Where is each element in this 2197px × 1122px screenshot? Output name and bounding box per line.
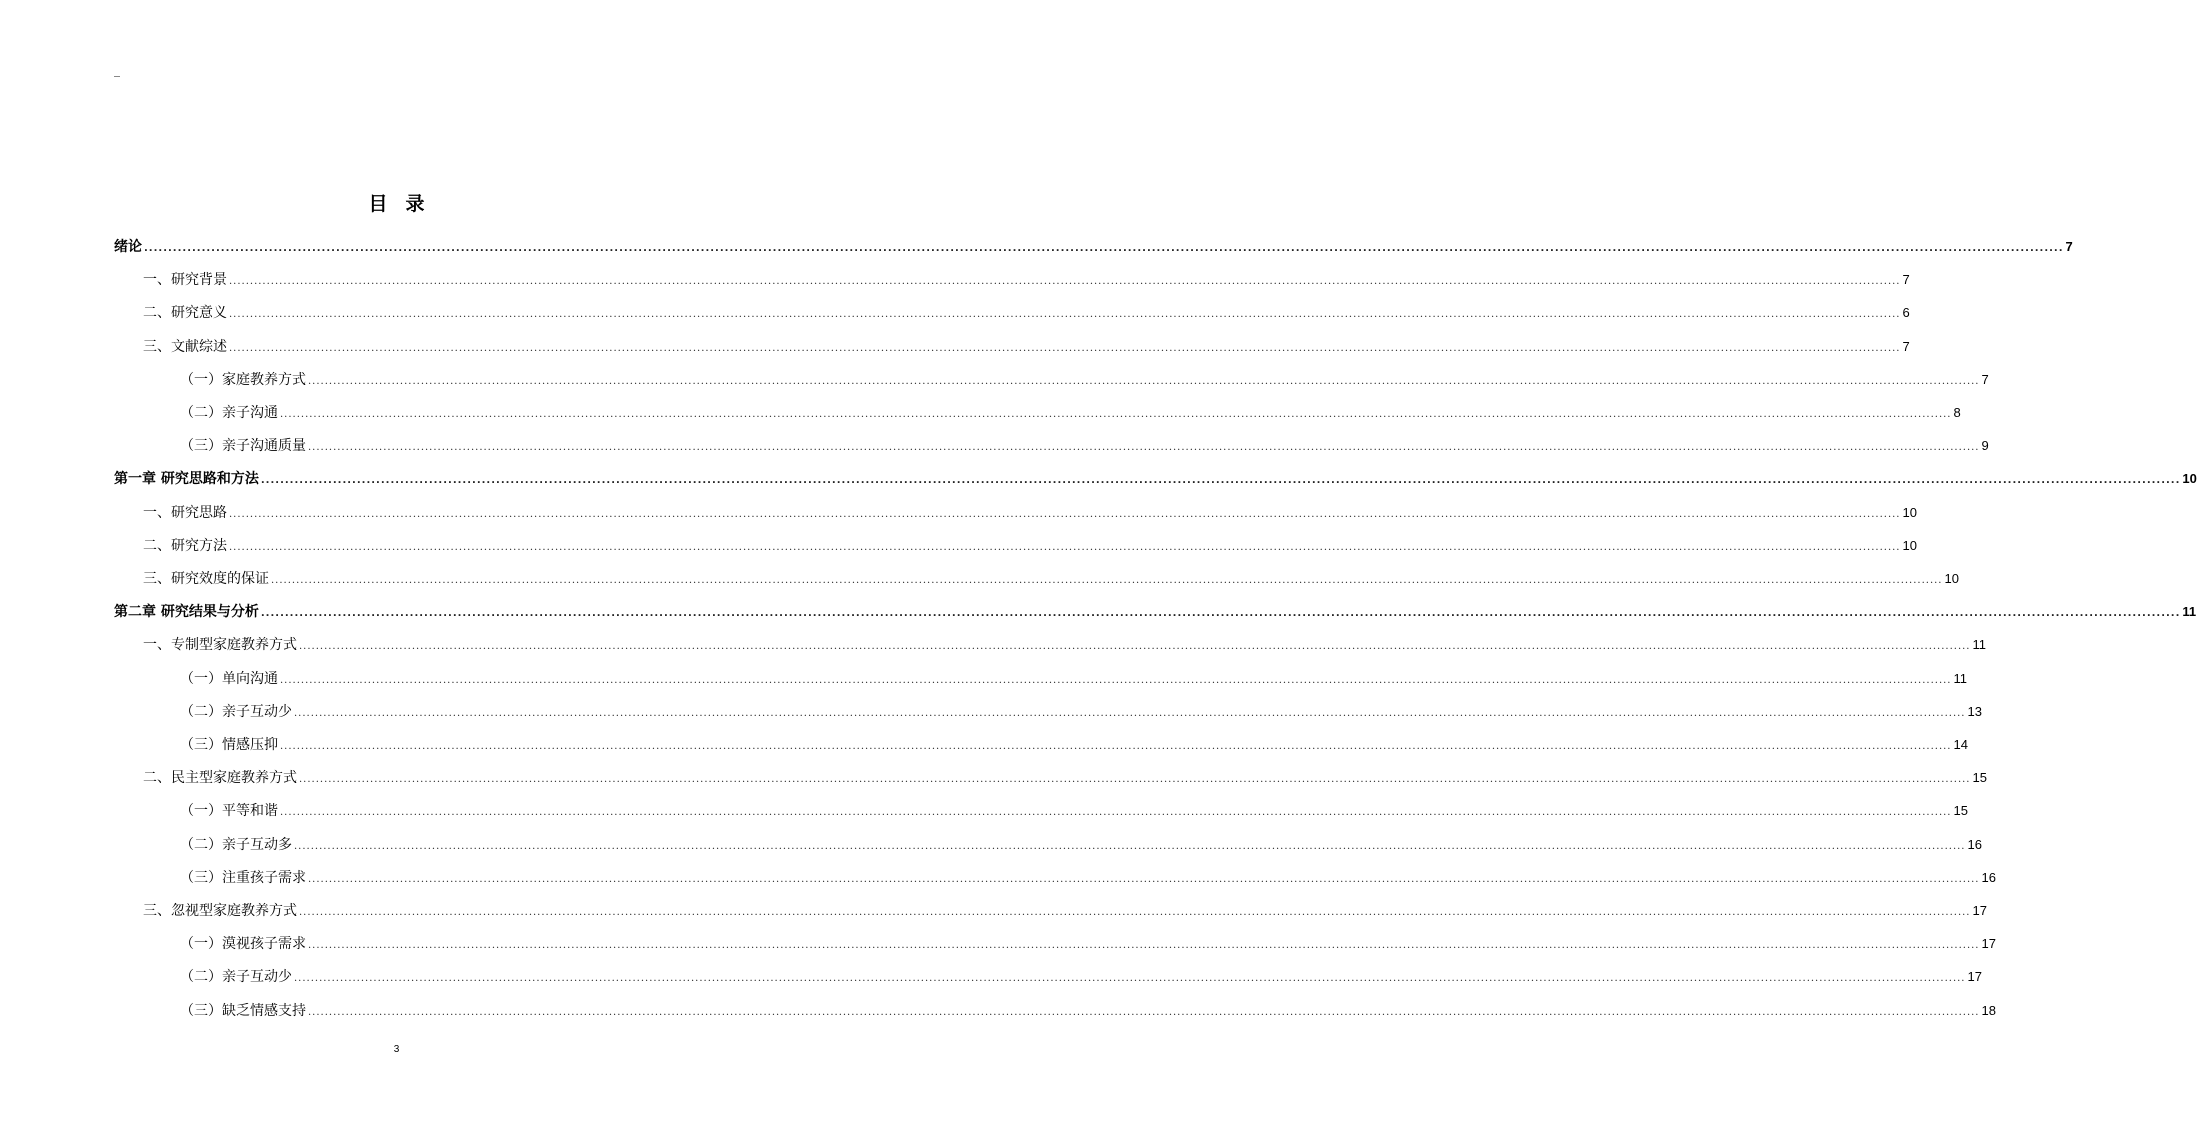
toc-entry-number: 一、 — [143, 272, 171, 289]
toc-dot-leader: ................................................................................................................................................................................................................................................................................................................................................................................................................ — [308, 375, 1980, 387]
toc-section-entry[interactable] — [143, 337, 1910, 357]
toc-entry-page: 16 — [1967, 836, 1982, 852]
toc-section-entry[interactable] — [143, 270, 1910, 290]
toc-entry-number: 二、 — [143, 770, 171, 787]
toc-entry-page: 16 — [1981, 869, 1996, 885]
toc-entry-title: 平等和谐 — [222, 803, 278, 820]
toc-subsection-entry[interactable] — [180, 436, 1989, 456]
toc-entry-title: 第二章 研究结果与分析 — [114, 604, 259, 621]
toc-entry-page: 15 — [1953, 803, 1968, 819]
toc-entry-page: 15 — [1972, 770, 1987, 786]
toc-dot-leader: ................................................................................................................................................................................................................................................................................................................................................................................................................ — [299, 907, 1971, 918]
toc-dot-leader: ................................................................................................................................................................................................................................................................................................................................................................................................................ — [229, 276, 1901, 288]
toc-entry-number: （三） — [180, 869, 222, 886]
toc-entry-title: 研究方法 — [171, 537, 227, 554]
page-number: 3 — [393, 1044, 400, 1055]
toc-entry-page: 17 — [1972, 903, 1987, 918]
toc-subsection-entry[interactable] — [180, 370, 1989, 390]
toc-entry-page: 10 — [1944, 571, 1959, 586]
toc-dot-leader: ................................................................................................................................................................................................................................................................................................................................................................................................................ — [294, 707, 1966, 719]
toc-dot-leader: ................................................................................................................................................................................................................................................................................................................................................................................................................ — [308, 442, 1980, 454]
toc-entry-title: 单向沟通 — [222, 670, 278, 687]
toc-entry-title: 民主型家庭教养方式 — [171, 770, 297, 787]
toc-entry-number: （二） — [180, 836, 222, 853]
toc-entry-title: 研究意义 — [171, 305, 227, 322]
toc-dot-leader: ................................................................................................................................................................................................................................................................................................................................................................................................................ — [280, 741, 1952, 752]
toc-entry-number: （一） — [180, 936, 222, 953]
toc-entry-page: 17 — [1967, 969, 1982, 985]
toc-subsection-entry[interactable] — [180, 403, 1961, 423]
toc-dot-leader: ................................................................................................................................................................................................................................................................................................................................................................................................................ — [260, 608, 2181, 620]
toc-entry-page: 11 — [1953, 670, 1967, 686]
toc-entry-page: 7 — [1981, 371, 1989, 387]
toc-entry-page: 6 — [1902, 305, 1910, 321]
toc-entry-page: 11 — [1972, 637, 1986, 653]
toc-dot-leader: ................................................................................................................................................................................................................................................................................................................................................................................................................ — [144, 243, 2064, 254]
toc-subsection-entry[interactable] — [180, 702, 1982, 722]
toc-subsection-entry[interactable] — [180, 735, 1968, 755]
toc-entry-title: 亲子互动少 — [222, 969, 292, 986]
toc-entry-number: 二、 — [143, 537, 171, 554]
toc-subsection-entry[interactable] — [180, 934, 1996, 954]
toc-entry-title: 漠视孩子需求 — [222, 936, 306, 953]
toc-entry-number: （二） — [180, 703, 222, 720]
toc-section-entry[interactable] — [143, 303, 1910, 323]
toc-dot-leader: ................................................................................................................................................................................................................................................................................................................................................................................................................ — [229, 508, 1901, 520]
toc-entry-number: 三、 — [143, 571, 171, 587]
toc-entry-title: 家庭教养方式 — [222, 371, 306, 388]
toc-entry-number: （三） — [180, 1002, 222, 1019]
toc-entry-title: 文献综述 — [171, 338, 227, 355]
toc-entry-title: 第一章 研究思路和方法 — [114, 471, 259, 488]
toc-subsection-entry[interactable] — [180, 835, 1982, 855]
toc-title-part2: 录 — [405, 193, 425, 215]
toc-entry-page: 11 — [2182, 604, 2197, 620]
toc-entry-title: 亲子沟通 — [222, 405, 278, 421]
toc-entry-number: （一） — [180, 803, 222, 820]
toc-entry-page: 10 — [1902, 504, 1917, 520]
toc-entry-page: 10 — [1902, 537, 1917, 553]
toc-section-entry[interactable] — [143, 635, 1986, 655]
toc-entry-number: 二、 — [143, 305, 171, 322]
toc-subsection-entry[interactable] — [180, 801, 1968, 821]
toc-dot-leader: ................................................................................................................................................................................................................................................................................................................................................................................................................ — [229, 541, 1901, 553]
toc-entry-number: 一、 — [143, 504, 171, 521]
toc-entry-title: 缺乏情感支持 — [222, 1002, 306, 1019]
toc-entry-page: 14 — [1953, 737, 1968, 752]
toc-subsection-entry[interactable] — [180, 1001, 1996, 1021]
toc-chapter-entry[interactable] — [114, 237, 2073, 257]
toc-entry-page: 7 — [1902, 272, 1910, 288]
toc-entry-number: （三） — [180, 438, 222, 455]
toc-entry-title: 研究背景 — [171, 272, 227, 289]
toc-dot-leader: ................................................................................................................................................................................................................................................................................................................................................................................................................ — [299, 774, 1971, 786]
toc-entry-title: 亲子互动少 — [222, 703, 292, 720]
toc-dot-leader: ................................................................................................................................................................................................................................................................................................................................................................................................................ — [260, 475, 2181, 487]
toc-entry-title: 研究效度的保证 — [171, 571, 269, 587]
toc-entry-page: 13 — [1967, 703, 1982, 719]
toc-entry-page: 10 — [2182, 471, 2197, 487]
toc-entry-title: 专制型家庭教养方式 — [171, 637, 297, 654]
toc-section-entry[interactable] — [143, 901, 1987, 921]
toc-entry-title: 注重孩子需求 — [222, 869, 306, 886]
toc-chapter-entry[interactable] — [114, 602, 2197, 622]
toc-dot-leader: ................................................................................................................................................................................................................................................................................................................................................................................................................ — [280, 807, 1952, 819]
toc-entry-page: 7 — [1902, 338, 1910, 354]
toc-entry-number: （一） — [180, 670, 222, 687]
toc-entry-page: 8 — [1953, 405, 1961, 420]
toc-entry-number: 三、 — [143, 903, 171, 919]
toc-entry-page: 18 — [1981, 1002, 1996, 1018]
toc-dot-leader: ................................................................................................................................................................................................................................................................................................................................................................................................................ — [280, 674, 1952, 686]
toc-entry-page: 9 — [1981, 438, 1989, 454]
toc-dot-leader: ................................................................................................................................................................................................................................................................................................................................................................................................................ — [308, 873, 1980, 885]
toc-entry-page: 17 — [1981, 936, 1996, 952]
toc-section-entry[interactable] — [143, 536, 1917, 556]
toc-dot-leader: ................................................................................................................................................................................................................................................................................................................................................................................................................ — [308, 1006, 1980, 1018]
toc-entry-title: 亲子沟通质量 — [222, 438, 306, 455]
toc-subsection-entry[interactable] — [180, 669, 1967, 689]
toc-section-entry[interactable] — [143, 503, 1917, 523]
toc-entry-number: 一、 — [143, 637, 171, 654]
toc-title-part1: 目 — [368, 193, 388, 215]
header-mark: _ — [114, 63, 120, 77]
toc-entry-number: （三） — [180, 737, 222, 753]
toc-entry-page: 7 — [2065, 239, 2073, 254]
toc-dot-leader: ................................................................................................................................................................................................................................................................................................................................................................................................................ — [294, 840, 1966, 852]
toc-subsection-entry[interactable] — [180, 967, 1982, 987]
toc-entry-number: （一） — [180, 371, 222, 388]
toc-dot-leader: ................................................................................................................................................................................................................................................................................................................................................................................................................ — [308, 940, 1980, 952]
toc-dot-leader: ................................................................................................................................................................................................................................................................................................................................................................................................................ — [229, 342, 1901, 354]
toc-dot-leader: ................................................................................................................................................................................................................................................................................................................................................................................................................ — [271, 575, 1943, 586]
toc-dot-leader: ................................................................................................................................................................................................................................................................................................................................................................................................................ — [294, 973, 1966, 985]
toc-entry-title: 忽视型家庭教养方式 — [171, 903, 297, 919]
toc-dot-leader: ................................................................................................................................................................................................................................................................................................................................................................................................................ — [229, 309, 1901, 321]
toc-entry-number: （二） — [180, 405, 222, 421]
toc-entry-title: 亲子互动多 — [222, 836, 292, 853]
toc-section-entry[interactable] — [143, 768, 1987, 788]
toc-dot-leader: ................................................................................................................................................................................................................................................................................................................................................................................................................ — [280, 409, 1952, 420]
toc-entry-number: 三、 — [143, 338, 171, 355]
toc-entry-number: （二） — [180, 969, 222, 986]
toc-chapter-entry[interactable] — [114, 469, 2197, 489]
toc-section-entry[interactable] — [143, 569, 1959, 589]
toc-subsection-entry[interactable] — [180, 868, 1996, 888]
toc-entry-title: 绪论 — [114, 239, 142, 255]
toc-entry-title: 研究思路 — [171, 504, 227, 521]
toc-entry-title: 情感压抑 — [222, 737, 278, 753]
toc-dot-leader: ................................................................................................................................................................................................................................................................................................................................................................................................................ — [299, 641, 1971, 653]
